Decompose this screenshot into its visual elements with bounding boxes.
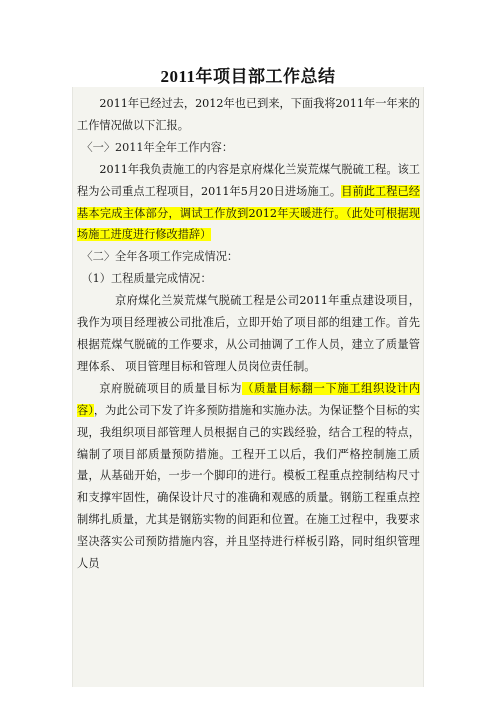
quality-paragraph bbox=[77, 378, 420, 575]
work-content-paragraph bbox=[77, 159, 420, 247]
highlighted-quality-note: （质量目标翻一下施工组织设计内容） bbox=[77, 381, 420, 417]
project-paragraph: 京府煤化兰炭荒煤气脱硫工程是公司2011年重点建设项目，我作为项目经理被公司批准后，立即开始了项目部的组建工作。首先根据荒煤气脱硫的工作要求，从公司抽调了工作人员，建立了质量管理体系、 项目管理目标和管理人员岗位责任制。 bbox=[77, 294, 420, 373]
intro-paragraph: 2011年已经过去，2012年也已到来，下面我将2011年一年来的工作情况做以下汇报。 bbox=[77, 97, 420, 132]
highlighted-note: 目前此工程已经基本完成主体部分，调试工作放到2012年天暖进行。（此处可根据现场施工进度进行修改措辞） bbox=[77, 184, 420, 242]
section-heading-1: 〈一〉2011年全年工作内容： bbox=[81, 140, 234, 154]
quality-text-rest: ，为此公司下发了许多预防措施和实施办法。为保证整个目标的实现，我组织项目部管理人员根据自己的实践经验，结合工程的特点，编制了项目部质量预防措施。工程开工以后，我们严格控制施工质量，从基础开始，一步一个脚印的进行。模板工程重点控制结构尺寸和支撑牢固性，确保设计尺寸的准确和观感的质量。钢筋工程重点控制绑扎质量，尤其是钢筋实物的间距和位置。在施工过程中，我要求坚决落实公司预防措施内容，并且坚持进行样板引路，同时组织管理人员 bbox=[77, 403, 420, 571]
subsection-heading-quality: （1）工程质量完成情况： bbox=[81, 272, 212, 286]
document-body bbox=[72, 87, 424, 687]
section-heading-2: 〈二〉全年各项工作完成情况： bbox=[81, 250, 239, 264]
work-content-text: 2011年我负责施工的内容是京府煤化兰炭荒煤气脱硫工程。该工程为公司重点工程项目，2011年5月20日进场施工。 bbox=[77, 162, 420, 198]
quality-text-start: 京府脱硫项目的质量目标为 bbox=[99, 381, 243, 395]
document-title: 2011年项目部工作总结 bbox=[160, 67, 336, 86]
